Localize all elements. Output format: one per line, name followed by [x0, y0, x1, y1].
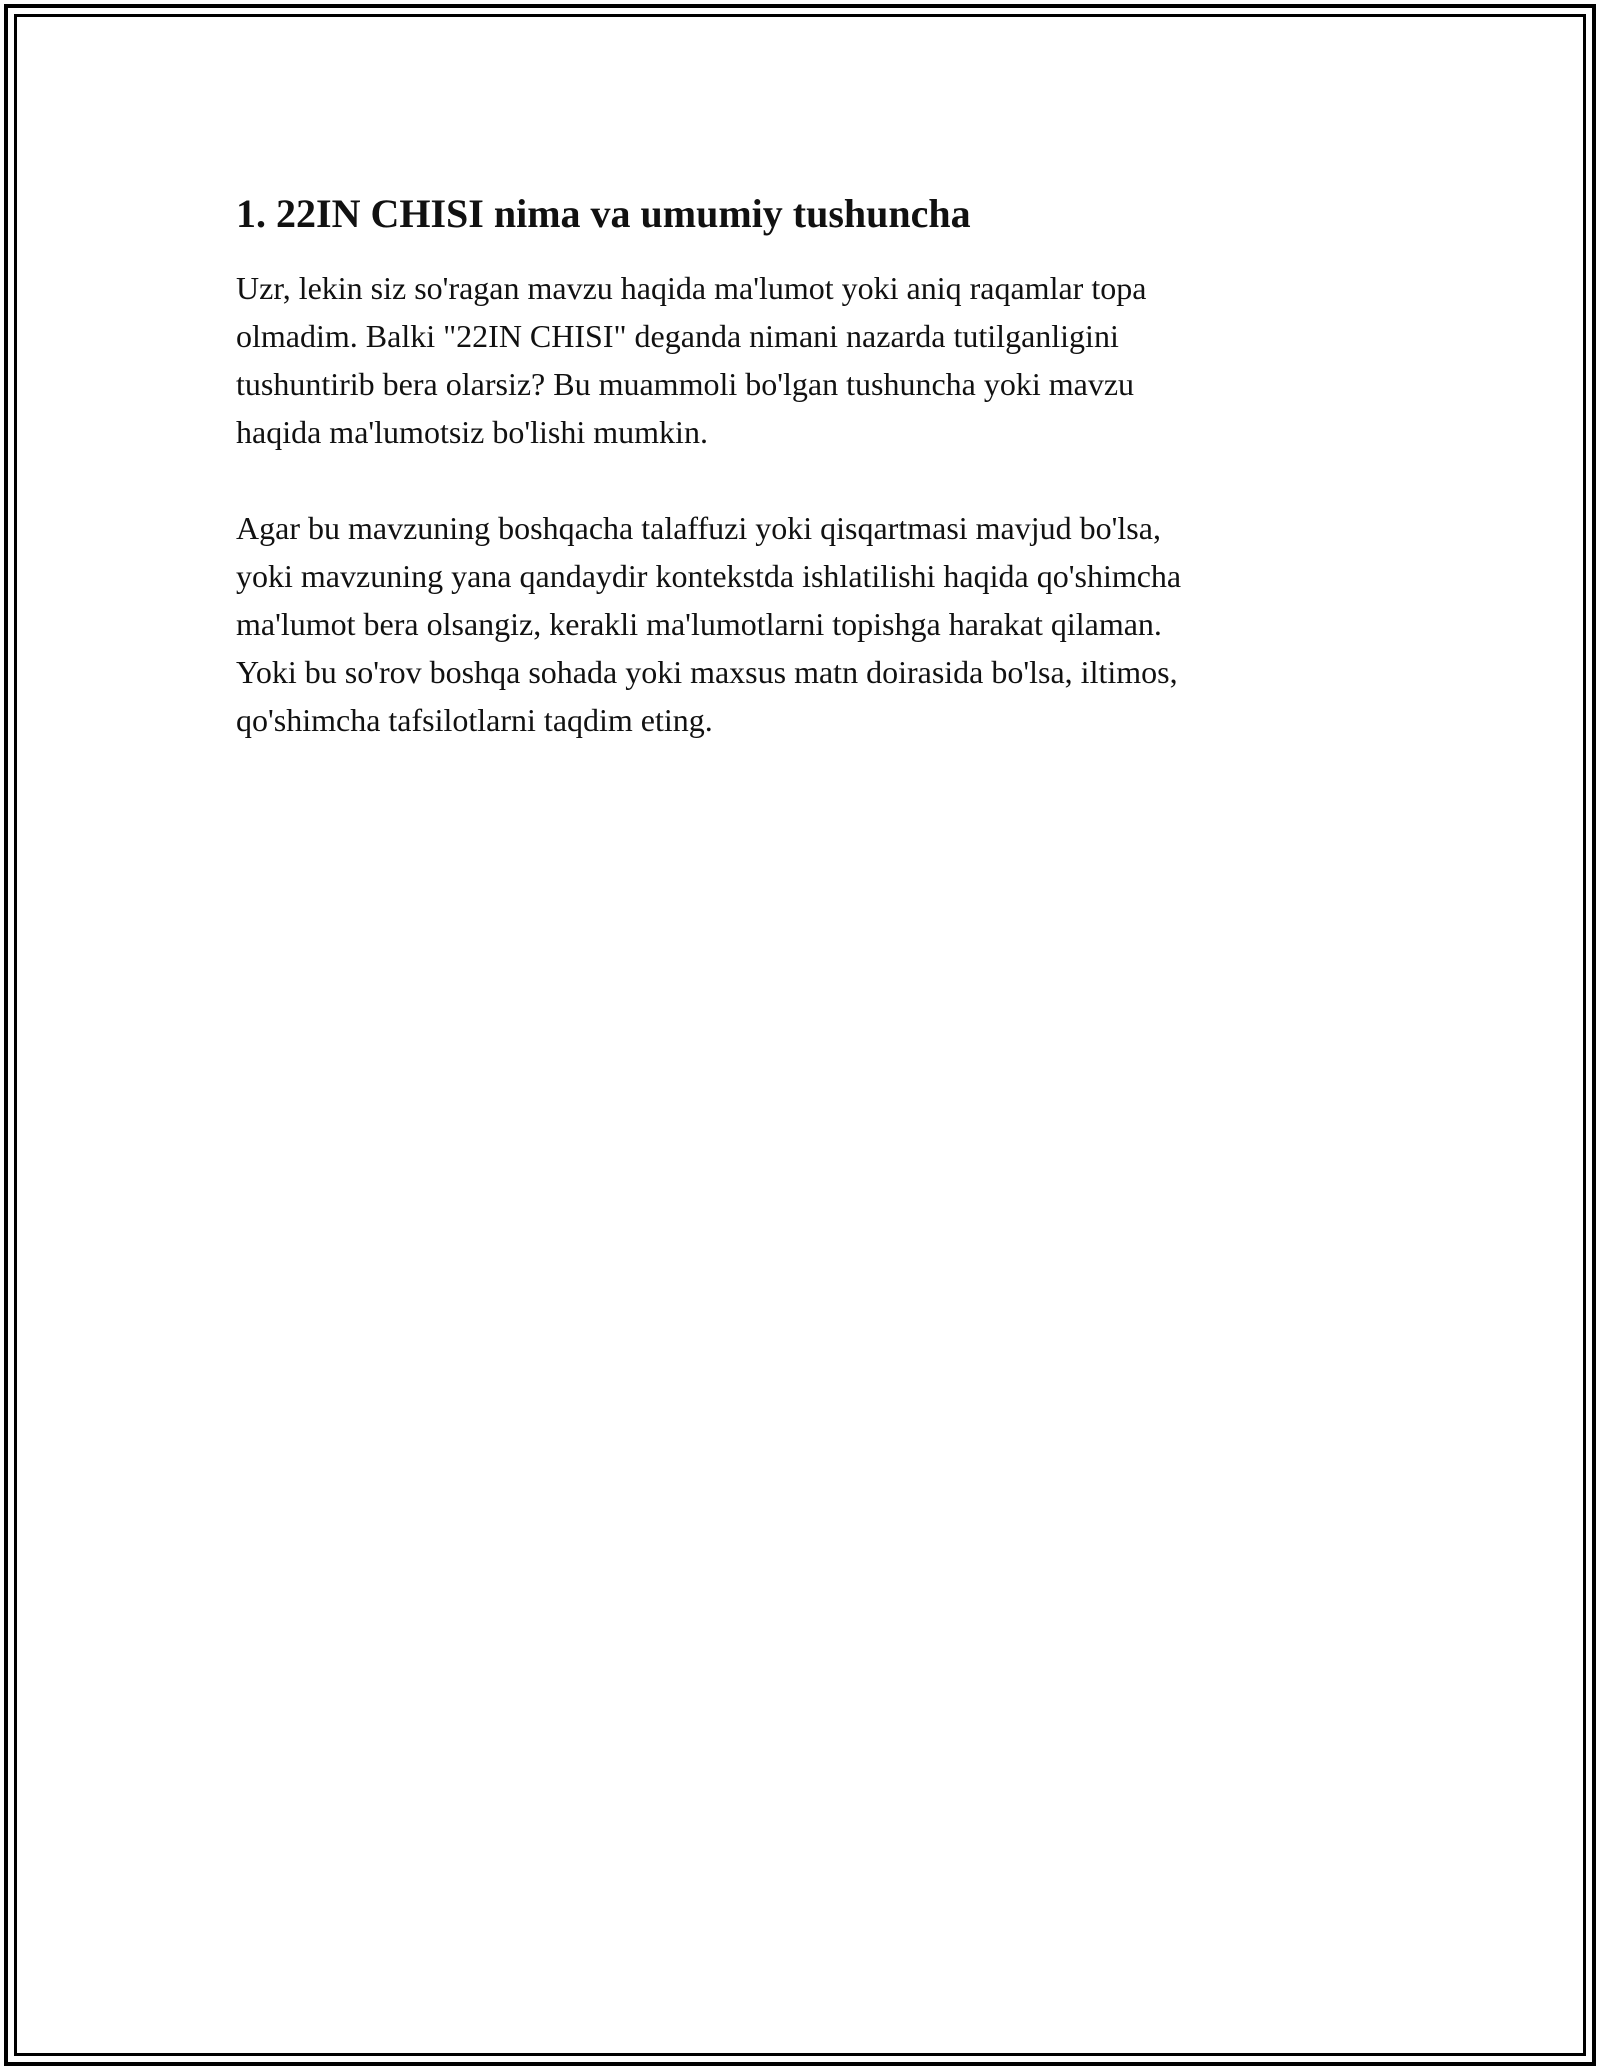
section-heading: 1. 22IN CHISI nima va umumiy tushuncha — [236, 191, 971, 236]
paragraph-request-details: Agar bu mavzuning boshqacha talaffuzi yoki qisqartmasi mavjud bo'lsa, yoki mavzuning yana qandaydir kontekstda ishlatilishi haqida qo'shimcha ma'lumot bera olsangiz, kerakli ma'lumotlarni topishga harakat qilaman. Yoki bu so'rov boshqa sohada yoki maxsus matn doirasida bo'lsa, iltimos, qo'shimcha tafsilotlarni taqdim eting. — [236, 510, 1182, 738]
paragraph-apology: Uzr, lekin siz so'ragan mavzu haqida ma'lumot yoki aniq raqamlar topa olmadim. Balki "22IN CHISI" deganda nimani nazarda tutilganligini tushuntirib bera olarsiz? Bu muammoli bo'lgan tushuncha yoki mavzu haqida ma'lumotsiz bo'lishi mumkin. — [236, 270, 1147, 450]
document-body — [236, 186, 1376, 744]
